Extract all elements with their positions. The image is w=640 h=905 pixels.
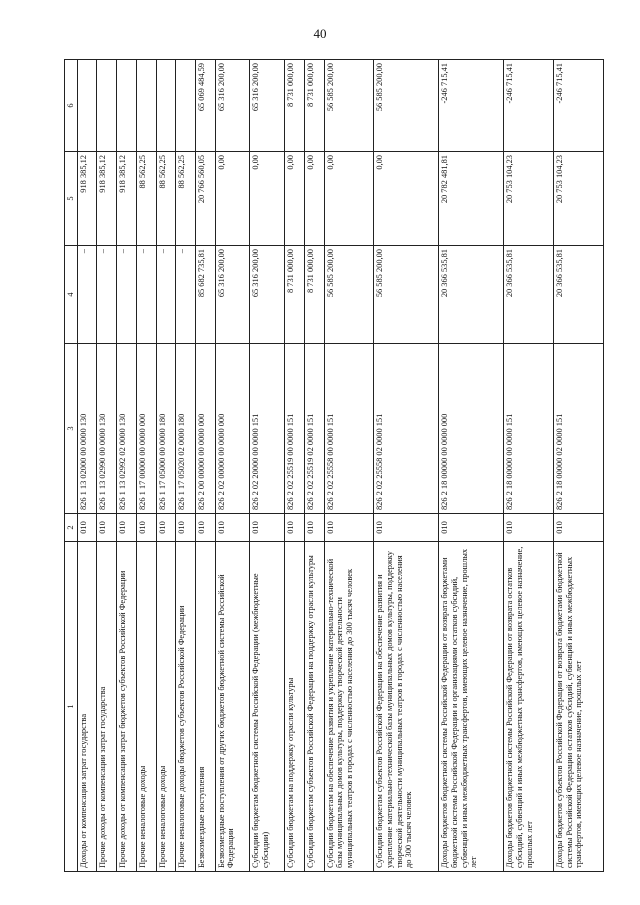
table-header-row [65, 60, 78, 872]
row-admin-code: 010 [324, 514, 374, 542]
row-admin-code: 010 [304, 514, 324, 542]
row-admin-code: 010 [77, 514, 97, 542]
column-header-5: 5 [65, 152, 78, 246]
row-value-col4: 20 366 535,81 [554, 246, 604, 344]
row-value-col5: 0,00 [285, 152, 305, 246]
row-value-col6 [136, 60, 156, 152]
row-kbk-code: 826 1 13 02990 00 0000 130 [97, 344, 117, 514]
row-value-col6: 65 069 484,59 [195, 60, 215, 152]
row-value-col5: 20 753 104,23 [504, 152, 554, 246]
row-kbk-code: 826 2 02 00000 00 0000 000 [215, 344, 250, 514]
table-row [156, 60, 176, 872]
row-kbk-code: 826 2 18 00000 00 0000 151 [504, 344, 554, 514]
row-value-col5: 0,00 [304, 152, 324, 246]
table-row [304, 60, 324, 872]
row-value-col5: 0,00 [324, 152, 374, 246]
row-value-col4: 8 731 000,00 [304, 246, 324, 344]
column-header-4: 4 [65, 246, 78, 344]
row-value-col5: 918 385,12 [117, 152, 137, 246]
table-row [176, 60, 196, 872]
row-admin-code: 010 [374, 514, 439, 542]
row-admin-code: 010 [195, 514, 215, 542]
row-admin-code: 010 [439, 514, 504, 542]
table-row [77, 60, 97, 872]
row-name: Безвозмездные поступления [195, 542, 215, 872]
row-kbk-code: 826 2 18 00000 00 0000 000 [439, 344, 504, 514]
row-admin-code: 010 [156, 514, 176, 542]
table-row [504, 60, 554, 872]
row-kbk-code: 826 2 02 25519 00 0000 151 [285, 344, 305, 514]
row-admin-code: 010 [97, 514, 117, 542]
row-value-col4: 20 366 535,81 [504, 246, 554, 344]
row-value-col4: 20 366 535,81 [439, 246, 504, 344]
row-value-col4: 85 682 735,81 [195, 246, 215, 344]
table-row [117, 60, 137, 872]
row-value-col6: -246 715,41 [554, 60, 604, 152]
row-name: Доходы от компенсации затрат государства [77, 542, 97, 872]
row-name: Субсидии бюджетам на обеспечение развития и укрепление материально-технической базы муниципальных домов культуры, поддержку творческой деятельности муниципальных театров в городах с численностью населения до 300 тысяч человек [324, 542, 374, 872]
row-name: Субсидии бюджетам субъектов Российской Федерации на обеспечение развития и укрепление материально-технической базы муниципальных домов культуры, поддержку творческой деятельности муниципальных театров в городах с численностью населения до 300 тысяч человек [374, 542, 439, 872]
table-row [136, 60, 156, 872]
row-value-col4: 56 585 200,00 [324, 246, 374, 344]
table-row [324, 60, 374, 872]
row-kbk-code: 826 2 00 00000 00 0000 000 [195, 344, 215, 514]
row-value-col4: – [156, 246, 176, 344]
row-kbk-code: 826 2 18 00000 02 0000 151 [554, 344, 604, 514]
row-name: Субсидии бюджетам субъектов Российской Федерации на поддержку отрасли культуры [304, 542, 324, 872]
row-kbk-code: 826 1 17 05000 00 0000 180 [156, 344, 176, 514]
row-name: Безвозмездные поступления от других бюджетов бюджетной системы Российской Федерации [215, 542, 250, 872]
rotated-table-container [64, 60, 604, 872]
row-value-col5: 20 782 481,81 [439, 152, 504, 246]
table-row [97, 60, 117, 872]
row-value-col5: 20 753 104,23 [554, 152, 604, 246]
row-value-col5: 88 562,25 [136, 152, 156, 246]
row-value-col4: – [117, 246, 137, 344]
row-value-col6 [77, 60, 97, 152]
row-value-col6: 8 731 000,00 [304, 60, 324, 152]
row-value-col6: 65 316 200,00 [215, 60, 250, 152]
table-row [439, 60, 504, 872]
table-row [285, 60, 305, 872]
budget-revenue-table [64, 59, 604, 872]
row-name: Прочие неналоговые доходы [136, 542, 156, 872]
row-kbk-code: 826 2 02 25558 02 0000 151 [374, 344, 439, 514]
row-name: Субсидии бюджетам бюджетной системы Российской Федерации (межбюджетные субсидии) [250, 542, 285, 872]
row-value-col6: -246 715,41 [439, 60, 504, 152]
row-value-col5: 918 385,12 [77, 152, 97, 246]
row-value-col4: – [136, 246, 156, 344]
row-value-col6 [156, 60, 176, 152]
row-value-col6 [117, 60, 137, 152]
column-header-3: 3 [65, 344, 78, 514]
page-number: 40 [313, 26, 327, 41]
row-value-col6: 56 585 200,00 [324, 60, 374, 152]
row-name: Прочие доходы от компенсации затрат государства [97, 542, 117, 872]
row-admin-code: 010 [136, 514, 156, 542]
row-value-col4: 65 316 200,00 [250, 246, 285, 344]
row-value-col5: 88 562,25 [156, 152, 176, 246]
row-admin-code: 010 [117, 514, 137, 542]
row-value-col4: – [97, 246, 117, 344]
table-row [554, 60, 604, 872]
row-value-col5: 0,00 [250, 152, 285, 246]
row-value-col6: 56 585 200,00 [374, 60, 439, 152]
row-admin-code: 010 [215, 514, 250, 542]
row-value-col6: 65 316 200,00 [250, 60, 285, 152]
table-row [374, 60, 439, 872]
row-value-col5: 88 562,25 [176, 152, 196, 246]
row-name: Прочие доходы от компенсации затрат бюджетов субъектов Российской Федерации [117, 542, 137, 872]
row-value-col5: 20 766 560,05 [195, 152, 215, 246]
row-admin-code: 010 [504, 514, 554, 542]
row-value-col5: 918 385,12 [97, 152, 117, 246]
row-admin-code: 010 [554, 514, 604, 542]
row-value-col4: 8 731 000,00 [285, 246, 305, 344]
row-value-col6 [176, 60, 196, 152]
row-kbk-code: 826 1 13 02000 00 0000 130 [77, 344, 97, 514]
row-name: Субсидии бюджетам на поддержку отрасли культуры [285, 542, 305, 872]
row-name: Прочие неналоговые доходы [156, 542, 176, 872]
row-value-col6: -246 715,41 [504, 60, 554, 152]
row-admin-code: 010 [250, 514, 285, 542]
row-admin-code: 010 [176, 514, 196, 542]
row-value-col6 [97, 60, 117, 152]
row-kbk-code: 826 2 02 25519 02 0000 151 [304, 344, 324, 514]
table-row [250, 60, 285, 872]
row-value-col4: 56 585 200,00 [374, 246, 439, 344]
column-header-2: 2 [65, 514, 78, 542]
row-name: Прочие неналоговые доходы бюджетов субъектов Российской Федерации [176, 542, 196, 872]
column-header-6: 6 [65, 60, 78, 152]
row-name: Доходы бюджетов бюджетной системы Российской Федерации от возврата остатков субсидий, субвенций и иных межбюджетных трансфертов, имеющих целевое назначение, прошлых лет [504, 542, 554, 872]
row-name: Доходы бюджетов субъектов Российской Федерации от возврата бюджетами бюджетной системы Российской Федерации остатков субсидий, субвенций и иных межбюджетных трансфертов, имеющих целевое назначение, прошлых лет [554, 542, 604, 872]
row-kbk-code: 826 1 17 00000 00 0000 000 [136, 344, 156, 514]
row-value-col4: – [77, 246, 97, 344]
row-kbk-code: 826 2 02 25558 00 0000 151 [324, 344, 374, 514]
table-row [195, 60, 215, 872]
row-value-col4: 65 316 200,00 [215, 246, 250, 344]
table-row [215, 60, 250, 872]
row-admin-code: 010 [285, 514, 305, 542]
row-kbk-code: 826 2 02 20000 00 0000 151 [250, 344, 285, 514]
row-value-col5: 0,00 [215, 152, 250, 246]
row-value-col5: 0,00 [374, 152, 439, 246]
row-value-col4: – [176, 246, 196, 344]
row-value-col6: 8 731 000,00 [285, 60, 305, 152]
row-kbk-code: 826 1 17 05020 02 0000 180 [176, 344, 196, 514]
column-header-1: 1 [65, 542, 78, 872]
row-name: Доходы бюджетов бюджетной системы Российской Федерации от возврата бюджетами бюджетной системы Российской Федерации и организациями остатков субсидий, субвенций и иных межбюджетных трансфертов, имеющих целевое назначение, прошлых лет [439, 542, 504, 872]
row-kbk-code: 826 1 13 02992 02 0000 130 [117, 344, 137, 514]
